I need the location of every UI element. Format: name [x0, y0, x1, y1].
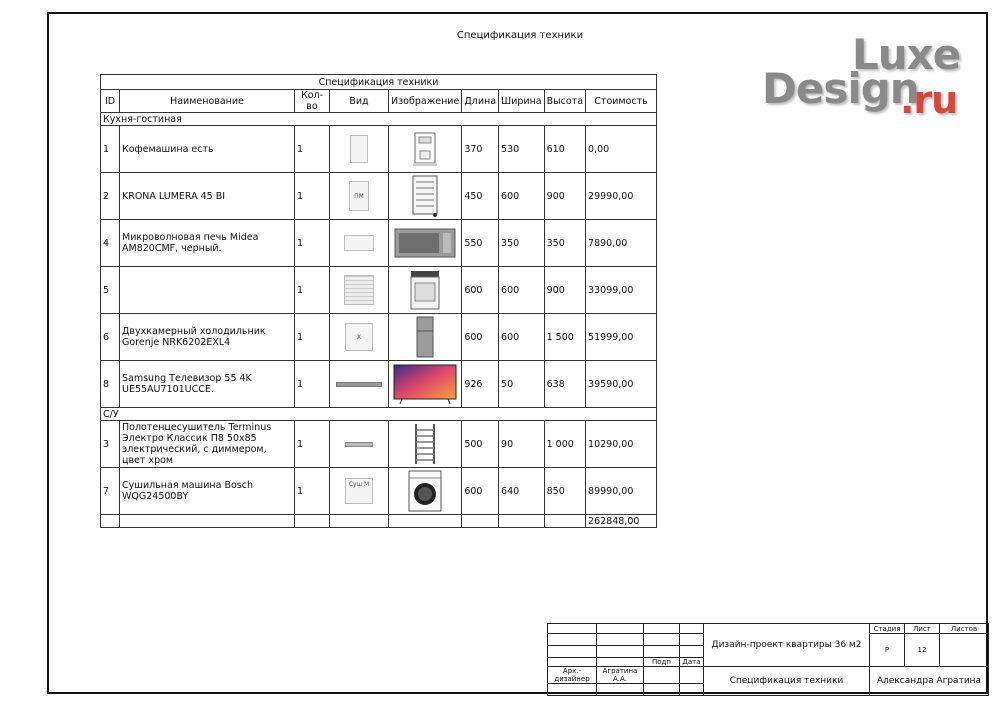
- dishwasher-icon: [405, 174, 445, 218]
- col-header-height: Высота: [544, 90, 585, 113]
- col-header-id: ID: [101, 90, 120, 113]
- total-row: [101, 515, 657, 528]
- cell-height: 350: [544, 220, 585, 267]
- cell-name: Сушильная машина Bosch WQG24500BY: [120, 468, 295, 515]
- table-row: [101, 468, 657, 515]
- cell-cost: 29990,00: [586, 173, 657, 220]
- author-name: Александра Агратина: [870, 667, 989, 696]
- view-thumbnail: [336, 382, 382, 387]
- cell-cost: 0,00: [586, 126, 657, 173]
- cell-length: 370: [462, 126, 499, 173]
- spec-table: [100, 74, 657, 528]
- cell-name: Полотенцесушитель Terminus Электро Классик П8 50х85 электрический, с диммером, цвет хром: [120, 421, 295, 468]
- logo-text-luxe: Luxe: [852, 30, 961, 79]
- cell-length: 600: [462, 314, 499, 361]
- cell-id: 6: [101, 314, 120, 361]
- cell-view: [330, 267, 389, 314]
- table-row: [101, 314, 657, 361]
- cell-height: 850: [544, 468, 585, 515]
- dryer-icon: [405, 469, 445, 513]
- cell-view: [330, 126, 389, 173]
- col-header-name: Наименование: [120, 90, 295, 113]
- sheet-title: Спецификация техники: [704, 667, 870, 696]
- table-row: [101, 173, 657, 220]
- cell-height: 1 000: [544, 421, 585, 468]
- table-row: [101, 361, 657, 408]
- cell-width: 600: [499, 173, 545, 220]
- cell-length: 500: [462, 421, 499, 468]
- header-row: [101, 90, 657, 113]
- sign-label: Подп: [644, 658, 680, 667]
- section-kitchen: Кухня-гостиная: [101, 113, 657, 126]
- cell-id: 5: [101, 267, 120, 314]
- cell-image: [389, 468, 462, 515]
- sheets-value: [940, 634, 989, 667]
- cell-name: Двухкамерный холодильник Gorenje NRK6202EXL4: [120, 314, 295, 361]
- cell-image: [389, 314, 462, 361]
- col-header-width: Ширина: [499, 90, 545, 113]
- cell-image: [389, 361, 462, 408]
- cell-qty: 1: [295, 173, 330, 220]
- view-thumbnail: Суш М: [345, 478, 373, 504]
- cell-qty: 1: [295, 220, 330, 267]
- section-bathroom: С/У: [101, 408, 657, 421]
- view-thumbnail: X: [345, 323, 373, 351]
- cell-length: 600: [462, 267, 499, 314]
- cell-image: [389, 267, 462, 314]
- cell-name: [120, 267, 295, 314]
- cell-image: [389, 421, 462, 468]
- col-header-length: Длина: [462, 90, 499, 113]
- designer-name: Агратина А.А.: [597, 667, 644, 684]
- page-title: Спецификация техники: [456, 30, 584, 41]
- view-thumbnail: [345, 442, 373, 447]
- cell-width: 640: [499, 468, 545, 515]
- cell-qty: 1: [295, 421, 330, 468]
- project-name: Дизайн-проект квартиры 36 м2: [704, 624, 870, 667]
- total-cost: 262848,00: [586, 515, 657, 528]
- stage-label: Стадия: [870, 624, 905, 634]
- view-thumbnail: [344, 235, 374, 251]
- cell-cost: 89990,00: [586, 468, 657, 515]
- cell-id: 4: [101, 220, 120, 267]
- cell-name: Кофемашина есть: [120, 126, 295, 173]
- cell-cost: 10290,00: [586, 421, 657, 468]
- cell-qty: 1: [295, 267, 330, 314]
- logo-text-ru: .ru: [900, 78, 958, 122]
- cell-length: 926: [462, 361, 499, 408]
- cell-length: 450: [462, 173, 499, 220]
- cell-id: 3: [101, 421, 120, 468]
- table-row: [101, 421, 657, 468]
- cell-id: 1: [101, 126, 120, 173]
- date-label: Дата: [680, 658, 704, 667]
- cell-height: 610: [544, 126, 585, 173]
- towel-warmer-icon: [410, 422, 440, 466]
- coffee-machine-icon: [405, 129, 445, 169]
- sheets-label: Листов: [940, 624, 989, 634]
- cell-cost: 51999,00: [586, 314, 657, 361]
- table-row: [101, 220, 657, 267]
- title-block: [547, 623, 988, 694]
- cell-qty: 1: [295, 468, 330, 515]
- col-header-image: Изображение: [389, 90, 462, 113]
- cell-cost: 7890,00: [586, 220, 657, 267]
- microwave-icon: [393, 225, 457, 261]
- cell-image: [389, 220, 462, 267]
- cell-view: [330, 314, 389, 361]
- fridge-icon: [413, 315, 437, 359]
- cell-height: 638: [544, 361, 585, 408]
- cell-id: 8: [101, 361, 120, 408]
- col-header-view: Вид: [330, 90, 389, 113]
- cell-width: 600: [499, 314, 545, 361]
- cell-image: [389, 173, 462, 220]
- cell-width: 600: [499, 267, 545, 314]
- view-thumbnail: [350, 135, 368, 163]
- cell-id: 7: [101, 468, 120, 515]
- role-cell: Арх.-дизайнер: [548, 667, 597, 684]
- cell-height: 900: [544, 173, 585, 220]
- cell-view: [330, 173, 389, 220]
- cell-qty: 1: [295, 361, 330, 408]
- cell-view: [330, 220, 389, 267]
- stove-icon: [405, 269, 445, 311]
- cell-length: 550: [462, 220, 499, 267]
- cell-qty: 1: [295, 314, 330, 361]
- logo-text-design: Design: [762, 64, 919, 113]
- cell-image: [389, 126, 462, 173]
- tv-icon: [392, 363, 458, 405]
- sheet-label: Лист: [905, 624, 940, 634]
- luxedesign-logo: [760, 30, 970, 120]
- cell-height: 1 500: [544, 314, 585, 361]
- cell-cost: 33099,00: [586, 267, 657, 314]
- cell-name: Микроволновая печь Midea AM820CMF, черный.: [120, 220, 295, 267]
- cell-width: 90: [499, 421, 545, 468]
- col-header-qty: Кол-во: [295, 90, 330, 113]
- cell-view: [330, 361, 389, 408]
- view-thumbnail: ПМ: [349, 181, 369, 211]
- table-row: [101, 126, 657, 173]
- cell-name: Samsung Телевизор 55 4K UE55AU7101UCCE.: [120, 361, 295, 408]
- cell-view: [330, 468, 389, 515]
- table-row: [101, 267, 657, 314]
- stage-value: Р: [870, 634, 905, 667]
- view-thumbnail: [344, 275, 374, 305]
- sheet-value: 12: [905, 634, 940, 667]
- cell-id: 2: [101, 173, 120, 220]
- cell-width: 530: [499, 126, 545, 173]
- cell-width: 50: [499, 361, 545, 408]
- cell-length: 600: [462, 468, 499, 515]
- cell-name: KRONA LUMERA 45 BI: [120, 173, 295, 220]
- table-caption: Спецификация техники: [101, 75, 657, 90]
- cell-view: [330, 421, 389, 468]
- cell-width: 350: [499, 220, 545, 267]
- cell-height: 900: [544, 267, 585, 314]
- cell-qty: 1: [295, 126, 330, 173]
- col-header-cost: Стоимость: [586, 90, 657, 113]
- cell-cost: 39590,00: [586, 361, 657, 408]
